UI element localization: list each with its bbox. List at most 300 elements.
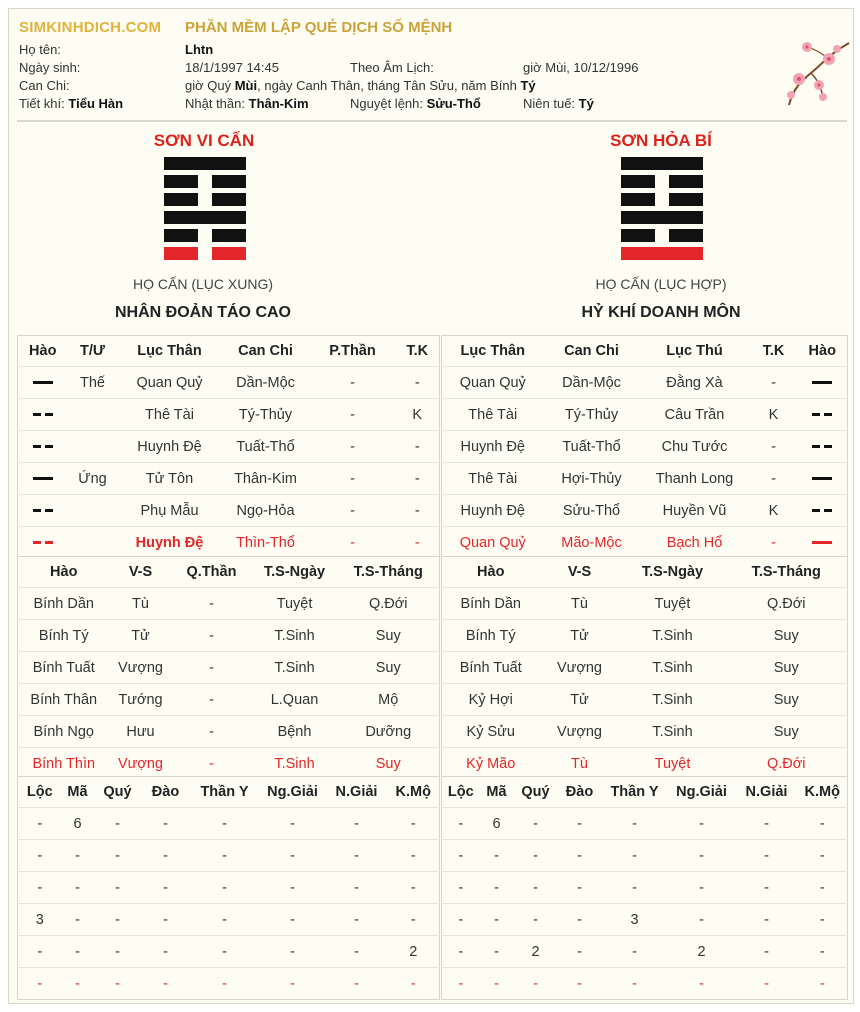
table-cell: - — [480, 840, 514, 872]
table-cell: 2 — [388, 936, 440, 968]
vs-cell: Vượng — [540, 716, 620, 748]
col-hao: Hào — [29, 343, 57, 359]
table-cell: 6 — [62, 808, 94, 840]
hao-cell: Bính Tuất — [442, 652, 540, 684]
col-header: N.Giải — [335, 784, 378, 800]
phuc-than-cell: - — [310, 399, 396, 431]
header-divider — [17, 120, 847, 122]
nguyetlenh: Nguyệt lệnh: Sửu-Thổ — [350, 96, 481, 111]
can-chi-cell: Tuất-Thổ — [222, 431, 310, 463]
table-cell: - — [142, 936, 190, 968]
ts-thang-cell: Suy — [338, 652, 440, 684]
hao-cell — [18, 367, 68, 399]
table-cell: - — [62, 968, 94, 1000]
table-cell: - — [62, 936, 94, 968]
table-cell: - — [388, 872, 440, 904]
table-cell: - — [62, 840, 94, 872]
table-cell: - — [480, 872, 514, 904]
table-cell: - — [736, 840, 798, 872]
table-cell: - — [798, 808, 848, 840]
table-cell: - — [142, 968, 190, 1000]
col-vs: V-S — [567, 564, 592, 580]
ts-ngay-cell: Tuyệt — [252, 588, 338, 620]
table-cell: - — [602, 936, 668, 968]
col-ts-thang: T.S-Tháng — [751, 564, 821, 580]
col-can-chi: Can Chi — [564, 343, 619, 359]
hao-cell: Kỷ Mão — [442, 748, 540, 780]
table-cell: - — [480, 904, 514, 936]
can-chi-cell: Mão-Mộc — [544, 527, 640, 559]
table-row — [442, 652, 848, 684]
table-row — [442, 808, 848, 840]
yin-line — [621, 193, 703, 206]
hao-cell: Bính Tý — [18, 620, 110, 652]
left-ho-text: HỌ CẤN (LỤC XUNG) — [132, 276, 273, 292]
ts-ngay-cell: Tuyệt — [620, 748, 726, 780]
left-than-sat-table — [17, 776, 440, 1000]
nhatthan: Nhật thần: Thân-Kim — [185, 96, 309, 111]
ts-ngay-cell: Bệnh — [252, 716, 338, 748]
table-cell: 6 — [480, 808, 514, 840]
table-cell: - — [668, 808, 736, 840]
table-cell: - — [190, 904, 260, 936]
yang-line — [621, 157, 703, 170]
table-row — [18, 808, 440, 840]
yin-line-icon — [33, 445, 53, 448]
col-phuc-than: P.Thần — [329, 343, 376, 359]
table-cell: - — [668, 872, 736, 904]
table-cell: - — [798, 936, 848, 968]
yin-line — [164, 247, 246, 260]
table-cell: 2 — [514, 936, 558, 968]
table-row — [18, 367, 440, 399]
hao-cell — [18, 431, 68, 463]
col-header: Ng.Giải — [267, 784, 318, 800]
table-cell: - — [602, 968, 668, 1000]
luc-than-cell: Huynh Đệ — [442, 495, 544, 527]
luc-than-cell: Tử Tôn — [118, 463, 222, 495]
hao-cell: Bính Thìn — [18, 748, 110, 780]
ts-ngay-cell: Tuyệt — [620, 588, 726, 620]
the-ung-cell — [68, 527, 118, 559]
luc-than-cell: Quan Quỷ — [118, 367, 222, 399]
table-cell: - — [18, 872, 62, 904]
table-cell: - — [798, 904, 848, 936]
yin-line-icon — [812, 445, 832, 448]
table-row — [18, 620, 440, 652]
table-cell: - — [326, 904, 388, 936]
ts-thang-cell: Q.Đới — [726, 588, 848, 620]
table-cell: - — [388, 840, 440, 872]
ts-thang-cell: Suy — [726, 684, 848, 716]
table-cell: - — [798, 968, 848, 1000]
table-cell: - — [326, 968, 388, 1000]
tk-cell: - — [396, 463, 440, 495]
table-cell: - — [190, 840, 260, 872]
col-ts-thang: T.S-Tháng — [353, 564, 423, 580]
site-name[interactable]: SIMKINHDICH.COM — [19, 19, 162, 36]
app-title: PHẦN MỀM LẬP QUẺ DỊCH SỐ MỆNH — [185, 19, 453, 36]
table-cell: - — [142, 904, 190, 936]
table-cell: - — [558, 936, 602, 968]
left-ho-title: NHÂN ĐOẢN TÁO CAO — [115, 304, 291, 321]
birth-label: Ngày sinh: — [19, 60, 81, 75]
col-can-chi: Can Chi — [238, 343, 293, 359]
table-cell: - — [190, 808, 260, 840]
vs-cell: Tù — [540, 748, 620, 780]
table-cell: - — [668, 840, 736, 872]
tk-cell: - — [750, 527, 798, 559]
hao-cell: Bính Thân — [18, 684, 110, 716]
canchi-value: giờ Quý Mùi, ngày Canh Thân, tháng Tân Sửu, năm Bính Tý — [185, 78, 536, 93]
hao-cell: Bính Ngọ — [18, 716, 110, 748]
col-tu: T/Ư — [80, 343, 105, 359]
table-cell: - — [326, 936, 388, 968]
table-cell: - — [94, 840, 142, 872]
table-cell: - — [736, 968, 798, 1000]
table-cell: - — [326, 808, 388, 840]
col-tk: T.K — [406, 343, 429, 359]
ts-ngay-cell: T.Sinh — [620, 652, 726, 684]
yang-line-icon — [812, 477, 832, 480]
ts-thang-cell: Suy — [726, 652, 848, 684]
ts-thang-cell: Suy — [726, 620, 848, 652]
table-row — [442, 463, 848, 495]
col-ts-ngay: T.S-Ngày — [641, 564, 704, 580]
hao-cell: Bính Dần — [442, 588, 540, 620]
tk-cell: K — [750, 495, 798, 527]
the-ung-cell: Ứng — [68, 463, 118, 495]
ts-ngay-cell: T.Sinh — [620, 716, 726, 748]
yin-line — [621, 175, 703, 188]
table-row — [442, 968, 848, 1000]
phuc-than-cell: - — [310, 431, 396, 463]
table-cell: - — [18, 936, 62, 968]
table-cell: - — [558, 872, 602, 904]
qthan-cell: - — [172, 684, 252, 716]
luc-than-cell: Thê Tài — [442, 463, 544, 495]
hao-cell: Bính Dần — [18, 588, 110, 620]
table-cell: - — [442, 904, 480, 936]
table-cell: - — [18, 808, 62, 840]
table-cell: - — [668, 968, 736, 1000]
luc-thu-cell: Bạch Hổ — [640, 527, 750, 559]
table-cell: - — [736, 872, 798, 904]
table-row — [442, 936, 848, 968]
can-chi-cell: Dần-Mộc — [544, 367, 640, 399]
yin-line-icon — [33, 541, 53, 544]
hao-cell — [18, 495, 68, 527]
table-cell: - — [442, 968, 480, 1000]
nientue: Niên tuế: Tý — [523, 96, 594, 111]
col-luc-than: Lục Thân — [460, 343, 525, 359]
phuc-than-cell: - — [310, 495, 396, 527]
yang-line — [621, 247, 703, 260]
name-label: Họ tên: — [19, 42, 61, 57]
table-row — [18, 716, 440, 748]
vs-cell: Vượng — [110, 748, 172, 780]
right-ho-text: HỌ CẤN (LỤC HỢP) — [595, 276, 727, 292]
yin-line — [164, 229, 246, 242]
yang-line — [621, 211, 703, 224]
table-row — [18, 399, 440, 431]
table-cell: - — [190, 968, 260, 1000]
table-row — [18, 872, 440, 904]
table-cell: - — [602, 808, 668, 840]
table-row — [18, 527, 440, 559]
luc-than-cell: Thê Tài — [118, 399, 222, 431]
phuc-than-cell: - — [310, 527, 396, 559]
table-cell: - — [736, 904, 798, 936]
table-cell: - — [326, 872, 388, 904]
luc-than-cell: Huynh Đệ — [442, 431, 544, 463]
table-cell: - — [142, 872, 190, 904]
table-cell: - — [668, 904, 736, 936]
table-cell: - — [558, 904, 602, 936]
ts-ngay-cell: T.Sinh — [252, 748, 338, 780]
table-cell: 2 — [668, 936, 736, 968]
col-header: K.Mộ — [804, 784, 840, 800]
can-chi-cell: Hợi-Thủy — [544, 463, 640, 495]
phuc-than-cell: - — [310, 463, 396, 495]
yang-line-icon — [812, 381, 832, 384]
table-row — [18, 495, 440, 527]
right-hexagram — [621, 157, 703, 265]
luc-than-cell: Quan Quỷ — [442, 527, 544, 559]
table-cell: - — [94, 808, 142, 840]
tk-cell: K — [396, 399, 440, 431]
ts-thang-cell: Mộ — [338, 684, 440, 716]
col-vs: V-S — [128, 564, 153, 580]
table-cell: - — [558, 968, 602, 1000]
ts-thang-cell: Suy — [338, 748, 440, 780]
ts-thang-cell: Suy — [338, 620, 440, 652]
luc-than-cell: Thê Tài — [442, 399, 544, 431]
table-row — [442, 748, 848, 780]
hao-cell — [798, 431, 848, 463]
can-chi-cell: Ngọ-Hỏa — [222, 495, 310, 527]
left-vuong-suy-table — [17, 556, 440, 780]
table-row — [442, 588, 848, 620]
plum-blossom-icon — [771, 39, 851, 109]
table-cell: - — [736, 936, 798, 968]
table-row — [442, 904, 848, 936]
table-row — [18, 588, 440, 620]
luc-than-cell: Huynh Đệ — [118, 431, 222, 463]
the-ung-cell: Thế — [68, 367, 118, 399]
col-header: N.Giải — [745, 784, 788, 800]
table-row — [442, 620, 848, 652]
table-cell: 3 — [602, 904, 668, 936]
vs-cell: Tử — [110, 620, 172, 652]
col-header: Thần Y — [610, 784, 659, 800]
table-cell: - — [480, 936, 514, 968]
can-chi-cell: Dần-Mộc — [222, 367, 310, 399]
can-chi-cell: Tý-Thủy — [544, 399, 640, 431]
table-cell: - — [388, 968, 440, 1000]
yin-line — [164, 175, 246, 188]
table-row — [18, 968, 440, 1000]
hao-cell — [18, 463, 68, 495]
col-tk: T.K — [762, 343, 785, 359]
hao-cell — [18, 527, 68, 559]
vs-cell: Tử — [540, 620, 620, 652]
ts-thang-cell: Q.Đới — [726, 748, 848, 780]
qthan-cell: - — [172, 716, 252, 748]
table-cell: - — [190, 936, 260, 968]
right-vuong-suy-table — [441, 556, 848, 780]
yin-line — [621, 229, 703, 242]
tk-cell: K — [750, 399, 798, 431]
table-row — [18, 904, 440, 936]
col-hao: Hào — [477, 564, 505, 580]
yang-line — [164, 211, 246, 224]
table-cell: - — [62, 904, 94, 936]
qthan-cell: - — [172, 652, 252, 684]
table-cell: - — [442, 840, 480, 872]
yang-line-icon — [33, 381, 53, 384]
col-header: Mã — [486, 784, 507, 800]
canchi-label: Can Chi: — [19, 78, 70, 93]
luc-than-cell: Huynh Đệ — [118, 527, 222, 559]
table-cell: - — [260, 936, 326, 968]
col-header: Lộc — [26, 784, 53, 800]
tietkhi: Tiết khí: Tiểu Hàn — [19, 96, 124, 111]
table-cell: - — [94, 936, 142, 968]
table-cell: - — [514, 808, 558, 840]
hao-cell: Kỷ Sửu — [442, 716, 540, 748]
col-header: Đào — [565, 784, 594, 800]
result-page — [8, 8, 854, 1004]
tk-cell: - — [750, 463, 798, 495]
col-luc-thu: Lục Thú — [666, 343, 723, 359]
table-cell: - — [94, 872, 142, 904]
table-row — [18, 840, 440, 872]
vs-cell: Hưu — [110, 716, 172, 748]
luc-thu-cell: Chu Tước — [640, 431, 750, 463]
luc-thu-cell: Huyền Vũ — [640, 495, 750, 527]
left-hexagram — [164, 157, 246, 265]
vs-cell: Vượng — [110, 652, 172, 684]
col-qthan: Q.Thần — [186, 564, 237, 580]
col-header: Quý — [103, 784, 132, 800]
right-gua-name: SƠN HỎA BÍ — [610, 131, 712, 150]
ts-ngay-cell: T.Sinh — [252, 652, 338, 684]
hao-cell: Kỷ Hợi — [442, 684, 540, 716]
table-cell: - — [602, 840, 668, 872]
right-than-sat-table — [441, 776, 848, 1000]
vs-cell: Tù — [110, 588, 172, 620]
table-row — [18, 652, 440, 684]
luc-thu-cell: Đằng Xà — [640, 367, 750, 399]
col-header: K.Mộ — [395, 784, 431, 800]
can-chi-cell: Tuất-Thổ — [544, 431, 640, 463]
table-row — [442, 527, 848, 559]
table-row — [442, 716, 848, 748]
table-cell: 3 — [18, 904, 62, 936]
name-value: Lhtn — [185, 42, 214, 57]
qthan-cell: - — [172, 620, 252, 652]
table-cell: - — [442, 808, 480, 840]
yin-line-icon — [33, 509, 53, 512]
table-cell: - — [260, 968, 326, 1000]
table-cell: - — [558, 840, 602, 872]
tk-cell: - — [396, 367, 440, 399]
table-cell: - — [602, 872, 668, 904]
tk-cell: - — [396, 431, 440, 463]
table-row — [442, 431, 848, 463]
col-header: Quý — [521, 784, 550, 800]
table-row — [18, 684, 440, 716]
yin-line-icon — [812, 413, 832, 416]
table-cell: - — [326, 840, 388, 872]
header — [9, 9, 854, 119]
ts-thang-cell: Q.Đới — [338, 588, 440, 620]
table-row — [442, 495, 848, 527]
table-row — [18, 463, 440, 495]
hao-cell — [798, 399, 848, 431]
hao-cell: Bính Tuất — [18, 652, 110, 684]
table-cell: - — [736, 808, 798, 840]
table-row — [442, 684, 848, 716]
tk-cell: - — [750, 431, 798, 463]
luc-thu-cell: Câu Trần — [640, 399, 750, 431]
luc-than-cell: Quan Quỷ — [442, 367, 544, 399]
table-row — [18, 748, 440, 780]
can-chi-cell: Sửu-Thổ — [544, 495, 640, 527]
ts-ngay-cell: T.Sinh — [620, 684, 726, 716]
table-row — [442, 367, 848, 399]
yin-line-icon — [812, 509, 832, 512]
col-header: Đào — [151, 784, 180, 800]
hao-cell — [798, 527, 848, 559]
table-row — [442, 399, 848, 431]
table-cell: - — [514, 840, 558, 872]
table-row — [18, 431, 440, 463]
the-ung-cell — [68, 495, 118, 527]
hao-cell — [798, 463, 848, 495]
ts-ngay-cell: T.Sinh — [252, 620, 338, 652]
tk-cell: - — [396, 527, 440, 559]
table-cell: - — [388, 808, 440, 840]
lunar-label: Theo Âm Lịch: — [350, 60, 434, 75]
table-row — [442, 872, 848, 904]
ts-thang-cell: Dưỡng — [338, 716, 440, 748]
yin-line — [164, 193, 246, 206]
table-cell: - — [18, 840, 62, 872]
table-row — [442, 840, 848, 872]
table-cell: - — [260, 872, 326, 904]
table-cell: - — [442, 936, 480, 968]
luc-thu-cell: Thanh Long — [640, 463, 750, 495]
col-header: Thần Y — [200, 784, 249, 800]
hao-cell — [18, 399, 68, 431]
table-cell: - — [260, 840, 326, 872]
vs-cell: Vượng — [540, 652, 620, 684]
col-hao: Hào — [808, 343, 836, 359]
table-cell: - — [18, 968, 62, 1000]
birth-value: 18/1/1997 14:45 — [185, 60, 279, 75]
right-hao-table — [441, 335, 848, 559]
left-gua-name: SƠN VI CẤN — [153, 131, 255, 150]
table-cell: - — [260, 808, 326, 840]
table-cell: - — [388, 904, 440, 936]
col-header: Ng.Giải — [676, 784, 727, 800]
col-hao: Hào — [50, 564, 78, 580]
table-cell: - — [480, 968, 514, 1000]
tk-cell: - — [396, 495, 440, 527]
table-cell: - — [798, 840, 848, 872]
